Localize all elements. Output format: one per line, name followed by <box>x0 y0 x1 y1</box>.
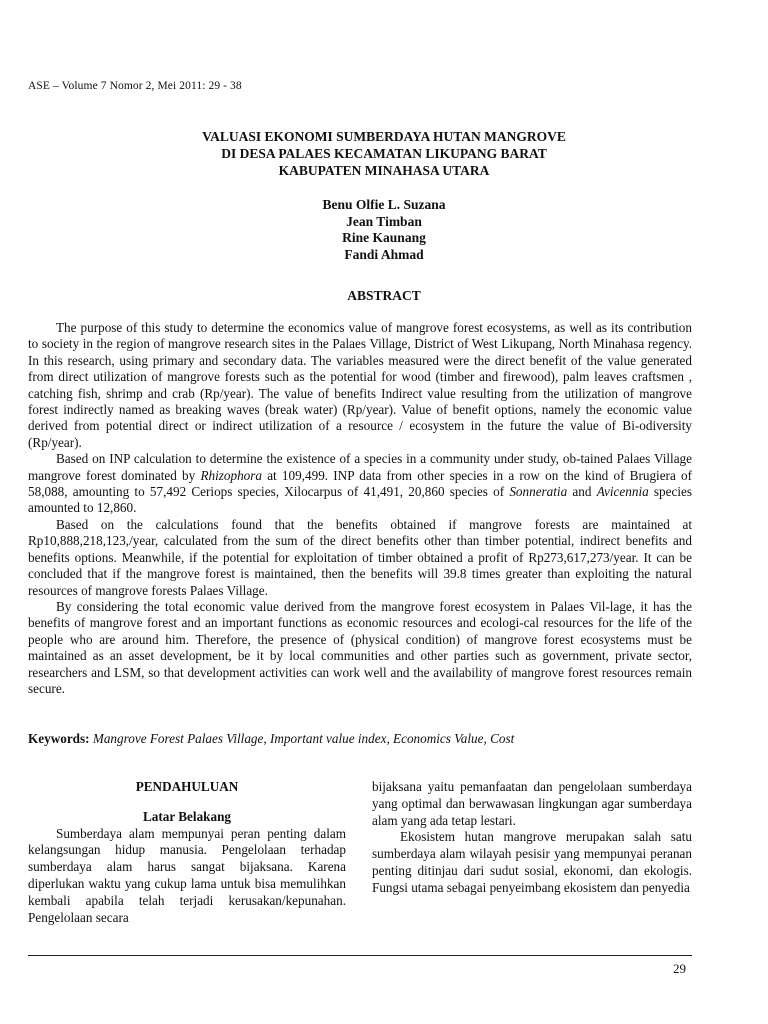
author-name: Rine Kaunang <box>342 230 426 245</box>
abstract-paragraph: The purpose of this study to determine the economics value of mangrove forest ecosystems, as well as its contribution to society in the region of mangrove research sites in the Palaes Village, District of West Likupang, North Minahasa regency. In this research, using primary and secondary data. The variables measured were the direct benefit of the value generated from direct utilization of mangrove forests such as the potential for wood (timber and firewood), palm leaves craftsmen , catching fish, shrimp and crab (Rp/year). The value of benefits Indirect value resulting from the utilization of mangrove forest indirectly named as breaking waves (break water) (Rp/year). Value of benefit options, namely the economic value derived from potential direct or indirect utilization of a resource / ecosystem in the future the value of Bi-odiversity (Rp/year). <box>28 320 692 450</box>
species-name: Rhizophora <box>200 467 262 483</box>
section-heading: PENDAHULUAN <box>135 779 239 794</box>
running-head: ASE – Volume 7 Nomor 2, Mei 2011: 29 - 38 <box>28 80 242 92</box>
title-line: DI DESA PALAES KECAMATAN LIKUPANG BARAT <box>221 146 547 161</box>
title-line: KABUPATEN MINAHASA UTARA <box>278 163 490 178</box>
abstract-heading: ABSTRACT <box>347 288 421 303</box>
species-name: Sonneratia <box>509 484 568 500</box>
species-name: Avicennia <box>596 484 649 500</box>
body-paragraph: Ekosistem hutan mangrove merupakan salah satu sumberdaya alam wilayah pesisir yang mempunyai peranan penting ditinjau dari sudut sosial, ekonomi, dan ekologis. Fungsi utama sebagai penyeimbang ekosistem dan penyedia <box>372 829 692 895</box>
keywords <box>28 731 718 747</box>
keywords-label: Keywords: <box>28 731 90 746</box>
footer-rule <box>28 955 692 956</box>
abstract-body <box>28 320 692 697</box>
title-line: VALUASI EKONOMI SUMBERDAYA HUTAN MANGROVE <box>202 129 566 144</box>
page-number: 29 <box>673 961 686 976</box>
right-column <box>372 779 692 897</box>
paper-title <box>0 128 768 179</box>
abstract-paragraph: Based on the calculations found that the benefits obtained if mangrove forests are maintained at Rp10,888,218,123,/year, calculated from the sum of the direct benefits other than timber potential, indirect benefits and benefits options. Meanwhile, if the potential for exploitation of timber obtained a profit of Rp273,617,273/year. It can be concluded that if the mangrove forest is maintained, then the benefits will 39.8 times greater than exploiting the natural resources of mangrove forests Palaes Village. <box>28 516 692 598</box>
keywords-text: Mangrove Forest Palaes Village, Important value index, Economics Value, Cost <box>92 731 515 746</box>
abstract-paragraph: Based on INP calculation to determine the existence of a species in a community under study, ob-tained Palaes Village mangrove forest dominated by Rhizophora at 109,499. INP data from other species in a row on the kind of Brugiera of 58,088, amounting to 57,492 Ceriops species, Xilocarpus of 41,491, 20,860 species of Sonneratia and Avicennia species amounted to 12,860. <box>28 451 693 516</box>
author-name: Jean Timban <box>346 213 422 229</box>
body-paragraph: bijaksana yaitu pemanfaatan dan pengelolaan sumberdaya yang optimal dan berwawasan lingkungan agar sumberdaya alam yang ada tetap lestari. <box>372 779 692 828</box>
left-column <box>28 779 346 926</box>
subsection-heading: Latar Belakang <box>142 808 232 824</box>
author-list <box>0 197 768 263</box>
author-name: Benu Olfie L. Suzana <box>322 197 446 212</box>
author-name: Fandi Ahmad <box>344 246 424 262</box>
abstract-paragraph: By considering the total economic value derived from the mangrove forest ecosystem in Palaes Vil-lage, it has the benefits of mangrove forest and an important functions as economic resources and ecologi-cal resources for the life of the people who are around him. Therefore, the presence of (physical condition) of mangrove forest ecosystems must be maintained as an asset development, be it by local communities and other parties such as government, private sector, researchers and LSM, so that development activities can work well and the availability of mangrove forest resources remain secure. <box>28 598 692 696</box>
body-paragraph: Sumberdaya alam mempunyai peran penting dalam kelangsungan hidup manusia. Pengelolaan terhadap sumberdaya alam harus sangat bijaksana. Karena diperlukan waktu yang cukup lama untuk bisa memulihkan kembali apabila telah terjadi kerusakan/kepunahan. Pengelolaan secara <box>28 825 346 925</box>
